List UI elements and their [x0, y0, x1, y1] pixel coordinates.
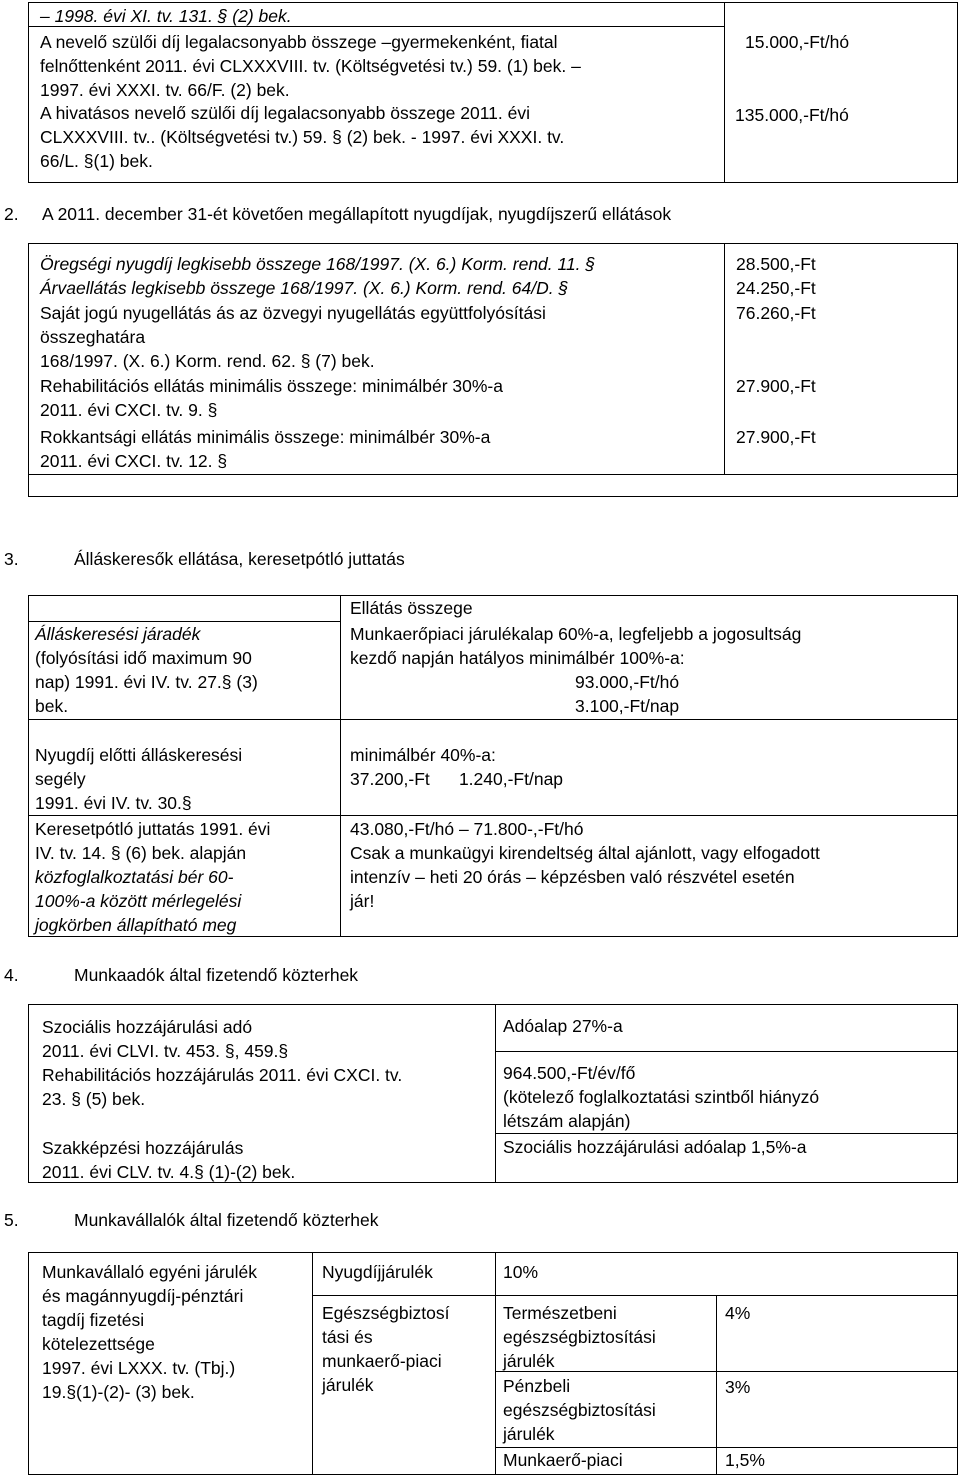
- employee-col-divider-2: [495, 1252, 496, 1474]
- pension-row-4: Rehabilitációs ellátás minimális összege: minimálbér 30%-a 2011. évi CXCI. tv. 9. §: [40, 376, 503, 420]
- section3-number: 3.: [4, 549, 19, 569]
- employee-left: Munkavállaló egyéni járulék és magánnyugdíj-pénztári tagdíj fizetési kötelezettsége 1997. évi LXXX. tv. (Tbj.) 19.§(1)-(2)- (3) bek.: [42, 1262, 257, 1402]
- pension-table-col-divider: [724, 243, 725, 474]
- pension-row-4-value: 27.900,-Ft: [736, 376, 816, 396]
- pension-row-1: Öregségi nyugdíj legkisebb összege 168/1997. (X. 6.) Korm. rend. 11. §: [40, 254, 596, 274]
- top-row2-value: 135.000,-Ft/hó: [735, 105, 849, 125]
- jobseeker-r1-left: Álláskeresési járadék (folyósítási idő maximum 90 nap) 1991. évi IV. tv. 27.§ (3) bek.: [35, 624, 258, 716]
- top-table-col-divider: [724, 2, 725, 182]
- jobseeker-col-divider: [340, 595, 341, 936]
- employee-sub3-label: Munkaerő-piaci: [503, 1450, 623, 1470]
- pension-row-2: Árvaellátás legkisebb összege 168/1997. (X. 6.) Korm. rend. 64/D. §: [40, 278, 569, 298]
- employer-row-divider-1: [495, 1051, 957, 1052]
- pension-row-5: Rokkantsági ellátás minimális összege: minimálbér 30%-a 2011. évi CXCI. tv. 12. §: [40, 427, 491, 471]
- top-row1-text: A nevelő szülői díj legalacsonyabb összege –gyermekenként, fiatal felnőttenként 2011. évi CLXXXVIII. tv. (Költségvetési tv.) 59. (1) bek. – 1997. évi XXXI. tv. 66/F. (2) bek.: [40, 32, 581, 100]
- employee-col-divider-1: [312, 1252, 313, 1474]
- employer-r2-left: Rehabilitációs hozzájárulás 2011. évi CXCI. tv. 23. § (5) bek.: [42, 1065, 403, 1109]
- employee-pension-label: Nyugdíjjárulék: [322, 1262, 433, 1282]
- section4-heading: [4, 963, 358, 987]
- employer-row-divider-2: [495, 1133, 957, 1134]
- jobseeker-r3-right: 43.080,-Ft/hó – 71.800-,-Ft/hó Csak a munkaügyi kirendeltség által ajánlott, vagy elfogadott intenzív – heti 20 órás – képzésben való részvétel esetén jár!: [350, 819, 820, 911]
- jobseeker-col-header: Ellátás összege: [350, 598, 473, 618]
- employer-r3-left: Szakképzési hozzájárulás 2011. évi CLV. tv. 4.§ (1)-(2) bek.: [42, 1138, 296, 1182]
- top-row0-text: – 1998. évi XI. tv. 131. § (2) bek.: [40, 6, 292, 26]
- pension-row-3: Saját jogú nyugellátás ás az özvegyi nyugellátás együttfolyósítási összeghatára 168/1997. (X. 6.) Korm. rend. 62. § (7) bek.: [40, 303, 546, 371]
- section2-title: A 2011. december 31-ét követően megállapított nyugdíjak, nyugdíjszerű ellátások: [42, 204, 672, 224]
- employer-r2-right: 964.500,-Ft/év/fő (kötelező foglalkoztatási szintből hiányzó létszám alapján): [503, 1063, 820, 1131]
- employee-sub1-label: Természetbeni egészségbiztosítási járulék: [503, 1303, 656, 1371]
- employer-r3-right: Szociális hozzájárulási adóalap 1,5%-a: [503, 1137, 807, 1157]
- section3-heading: [4, 547, 405, 571]
- jobseeker-r2-left: Nyugdíj előtti álláskeresési segély 1991. évi IV. tv. 30.§: [35, 745, 243, 813]
- employer-r1-right: Adóalap 27%-a: [503, 1016, 623, 1036]
- jobseeker-r3-left: Keresetpótló juttatás 1991. évi IV. tv. 14. § (6) bek. alapján közfoglalkoztatási bér 60- 100%-a között mérlegelési jogkörben állapítható meg: [35, 819, 271, 935]
- pension-row-1-value: 28.500,-Ft: [736, 254, 816, 274]
- pension-row-5-value: 27.900,-Ft: [736, 427, 816, 447]
- pension-row-2-value: 24.250,-Ft: [736, 278, 816, 298]
- employee-row-divider-1: [312, 1295, 957, 1296]
- section3-title: Álláskeresők ellátása, keresetpótló juttatás: [74, 549, 405, 569]
- jobseeker-r1-amount-month: 93.000,-Ft/hó: [575, 672, 680, 692]
- employee-sub3-value: 1,5%: [725, 1450, 765, 1470]
- pension-row-3-value: 76.260,-Ft: [736, 303, 816, 323]
- jobseeker-r1-amount-day: 3.100,-Ft/nap: [575, 696, 680, 716]
- top-row2-text: A hivatásos nevelő szülői díj legalacsonyabb összege 2011. évi CLXXXVIII. tv.. (Költségvetési tv.) 59. § (2) bek. - 1997. évi XXXI. tv. 66/L. §(1) bek.: [40, 103, 565, 171]
- section5-heading: [4, 1208, 378, 1232]
- employee-pension-rate: 10%: [503, 1262, 539, 1282]
- section2-heading: [4, 202, 671, 226]
- jobseeker-r2-right: minimálbér 40%-a: 37.200,-Ft 1.240,-Ft/nap: [350, 745, 564, 789]
- section4-title: Munkaadók által fizetendő közterhek: [74, 965, 359, 985]
- jobseeker-row-divider-1: [28, 719, 957, 720]
- jobseeker-r1-right: Munkaerőpiaci járulékalap 60%-a, legfeljebb a jogosultság kezdő napján hatályos minimálbér 100%-a:: [350, 624, 802, 668]
- employer-col-divider: [495, 1004, 496, 1182]
- section5-number: 5.: [4, 1210, 19, 1230]
- pension-table-bottom-row: [28, 474, 957, 475]
- section2-number: 2.: [4, 204, 19, 224]
- employee-sub2-label: Pénzbeli egészségbiztosítási járulék: [503, 1376, 656, 1444]
- jobseeker-row-divider-2: [28, 815, 957, 816]
- section4-number: 4.: [4, 965, 19, 985]
- employee-sub2-value: 3%: [725, 1377, 751, 1397]
- top-row1-value: 15.000,-Ft/hó: [745, 32, 850, 52]
- employer-r1-left: Szociális hozzájárulási adó 2011. évi CLVI. tv. 453. §, 459.§: [42, 1017, 289, 1061]
- employee-sub1-value: 4%: [725, 1303, 751, 1323]
- employee-health-label: Egészségbiztosí tási és munkaerő-piaci járulék: [322, 1303, 450, 1395]
- section5-title: Munkavállalók által fizetendő közterhek: [74, 1210, 379, 1230]
